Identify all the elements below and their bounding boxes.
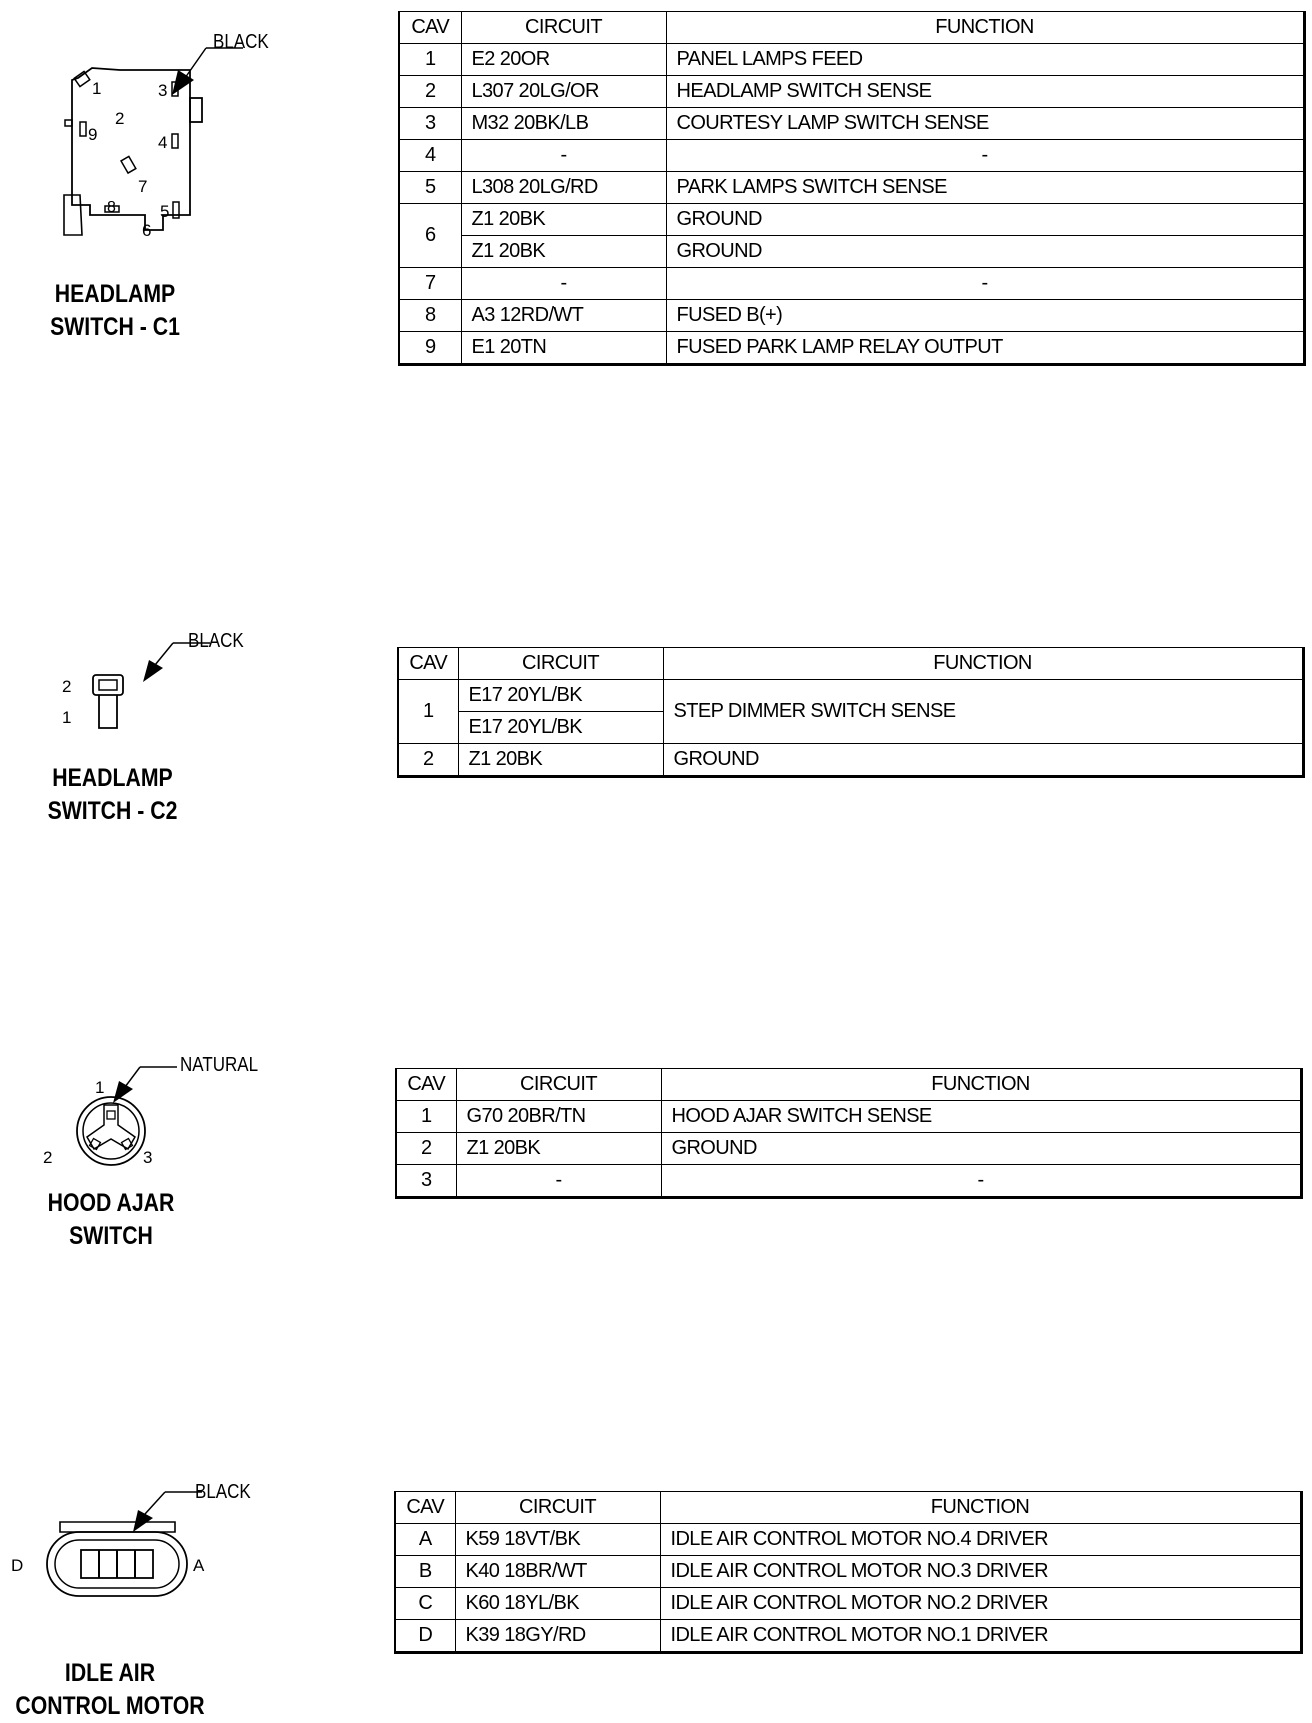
column-header-cav: CAV [399,12,461,44]
pin-label: 8 [107,199,116,216]
cav-cell: D [395,1620,455,1653]
pin-label: 3 [143,1148,153,1167]
function-cell: - [661,1165,1301,1198]
table-row [395,1556,1301,1588]
column-header-circuit: CIRCUIT [456,1069,661,1101]
cav-cell: 1 [399,44,461,76]
table-row [399,108,1304,140]
table-row [398,680,1303,712]
cav-cell: 1 [396,1101,456,1133]
pin-label: 7 [138,177,148,196]
cav-cell: 8 [399,300,461,332]
cav-cell: 6 [399,204,461,268]
circuit-cell: Z1 20BK [456,1133,661,1165]
pin-label: A [193,1556,205,1575]
cav-cell: A [395,1524,455,1556]
pinout-table-headlamp-switch-c2 [397,647,1305,778]
connector-title: HEADLAMP SWITCH - C2 [47,764,178,825]
circuit-cell: G70 20BR/TN [456,1101,661,1133]
connector-title: IDLE AIR CONTROL MOTOR [15,1659,205,1720]
table-header-row [396,1069,1301,1101]
table-row [396,1165,1301,1198]
cav-cell: 2 [398,744,458,777]
function-cell: IDLE AIR CONTROL MOTOR NO.4 DRIVER [660,1524,1301,1556]
function-cell: COURTESY LAMP SWITCH SENSE [666,108,1304,140]
cav-cell: C [395,1588,455,1620]
table-row [399,76,1304,108]
column-header-function: FUNCTION [661,1069,1301,1101]
table-row [399,268,1304,300]
function-cell: HOOD AJAR SWITCH SENSE [661,1101,1301,1133]
connector-title: HOOD AJAR SWITCH [47,1189,175,1250]
table-row [399,204,1304,236]
column-header-cav: CAV [395,1492,455,1524]
circuit-cell: E2 20OR [461,44,666,76]
function-cell: GROUND [661,1133,1301,1165]
function-cell: GROUND [666,204,1304,236]
pin-label: 2 [115,109,125,128]
table-row [395,1524,1301,1556]
column-header-circuit: CIRCUIT [458,648,663,680]
pin-label: 3 [158,81,168,100]
cav-cell: 3 [396,1165,456,1198]
function-cell: PARK LAMPS SWITCH SENSE [666,172,1304,204]
table-row [395,1620,1301,1653]
column-header-function: FUNCTION [663,648,1303,680]
cav-cell: 4 [399,140,461,172]
cav-cell: B [395,1556,455,1588]
circuit-cell: E17 20YL/BK [458,712,663,744]
column-header-function: FUNCTION [666,12,1304,44]
pin-label: D [11,1556,24,1575]
function-cell: PANEL LAMPS FEED [666,44,1304,76]
table-row [395,1588,1301,1620]
circuit-cell: K59 18VT/BK [455,1524,660,1556]
cav-cell: 1 [398,680,458,744]
headlamp-switch-c1-connector-diagram [60,20,300,260]
pin-label: 1 [92,79,102,98]
function-cell: STEP DIMMER SWITCH SENSE [663,680,1303,744]
table-row [399,44,1304,76]
function-cell: - [666,268,1304,300]
table-header-row [399,12,1304,44]
pin-label: 2 [62,677,72,696]
function-cell: GROUND [666,236,1304,268]
connector-color-label: NATURAL [180,1054,259,1076]
circuit-cell: - [461,140,666,172]
circuit-cell: L308 20LG/RD [461,172,666,204]
circuit-cell: Z1 20BK [461,204,666,236]
function-cell: FUSED PARK LAMP RELAY OUTPUT [666,332,1304,365]
table-row [396,1133,1301,1165]
cav-cell: 3 [399,108,461,140]
pin-label: 1 [95,1078,105,1097]
circuit-cell: K39 18GY/RD [455,1620,660,1653]
function-cell: IDLE AIR CONTROL MOTOR NO.1 DRIVER [660,1620,1301,1653]
pin-label: 9 [88,125,98,144]
pinout-table-headlamp-switch-c1 [398,11,1306,366]
circuit-cell: M32 20BK/LB [461,108,666,140]
pin-label: 6 [142,221,152,240]
pin-label: 2 [43,1148,53,1167]
pinout-table-hood-ajar-switch [395,1068,1303,1199]
table-row [399,300,1304,332]
column-header-cav: CAV [396,1069,456,1101]
function-cell: IDLE AIR CONTROL MOTOR NO.2 DRIVER [660,1588,1301,1620]
table-row [399,236,1304,268]
circuit-cell: - [456,1165,661,1198]
function-cell: HEADLAMP SWITCH SENSE [666,76,1304,108]
circuit-cell: L307 20LG/OR [461,76,666,108]
pin-label: 5 [160,202,170,221]
cav-cell: 9 [399,332,461,365]
pinout-table-idle-air-control-motor [394,1491,1303,1654]
table-row [396,1101,1301,1133]
pin-label: 1 [62,708,72,727]
circuit-cell: E17 20YL/BK [458,680,663,712]
function-cell: GROUND [663,744,1303,777]
connector-color-label: BLACK [213,31,269,53]
table-row [398,744,1303,777]
circuit-cell: K40 18BR/WT [455,1556,660,1588]
circuit-cell: K60 18YL/BK [455,1588,660,1620]
table-header-row [395,1492,1301,1524]
column-header-circuit: CIRCUIT [461,12,666,44]
circuit-cell: E1 20TN [461,332,666,365]
connector-title: HEADLAMP SWITCH - C1 [50,280,180,341]
function-cell: - [666,140,1304,172]
table-row [399,140,1304,172]
pin-label: 4 [158,133,168,152]
table-row [399,332,1304,365]
cav-cell: 7 [399,268,461,300]
circuit-cell: - [461,268,666,300]
connector-color-label: BLACK [188,630,244,652]
table-header-row [398,648,1303,680]
circuit-cell: Z1 20BK [461,236,666,268]
connector-color-label: BLACK [195,1481,251,1503]
circuit-cell: Z1 20BK [458,744,663,777]
column-header-function: FUNCTION [660,1492,1301,1524]
function-cell: IDLE AIR CONTROL MOTOR NO.3 DRIVER [660,1556,1301,1588]
function-cell: FUSED B(+) [666,300,1304,332]
cav-cell: 2 [399,76,461,108]
column-header-circuit: CIRCUIT [455,1492,660,1524]
cav-cell: 2 [396,1133,456,1165]
cav-cell: 5 [399,172,461,204]
circuit-cell: A3 12RD/WT [461,300,666,332]
column-header-cav: CAV [398,648,458,680]
table-row [399,172,1304,204]
